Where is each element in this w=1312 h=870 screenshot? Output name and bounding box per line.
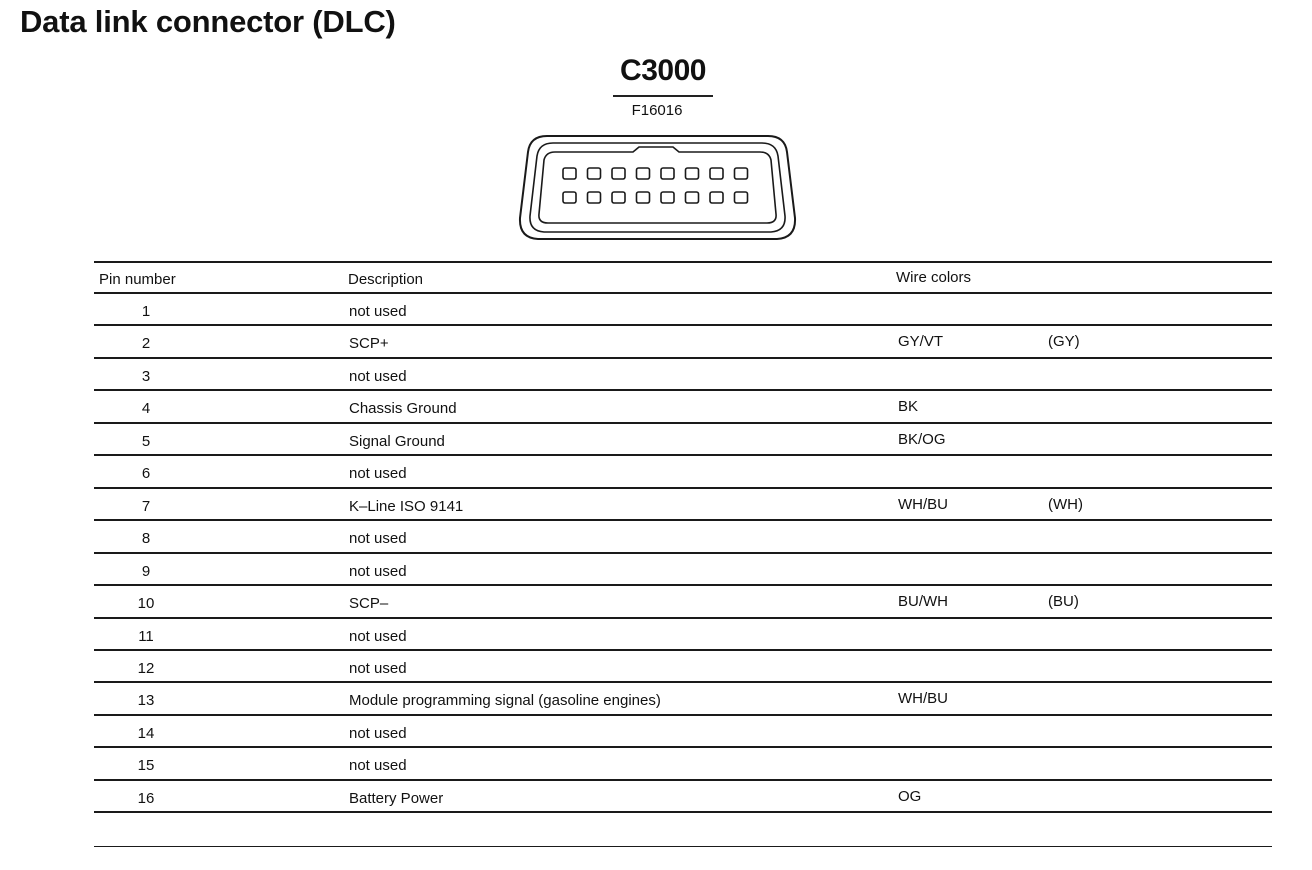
- header-wire-colors: Wire colors: [896, 269, 972, 286]
- pin-number-cell: 9: [141, 562, 151, 580]
- description-cell: SCP–: [349, 595, 389, 613]
- pin-number-cell: 5: [141, 432, 151, 450]
- row-divider: [94, 617, 1272, 619]
- connector-pin-socket: [588, 168, 601, 179]
- row-divider: [94, 487, 1272, 489]
- row-divider: [94, 357, 1272, 359]
- pin-number-cell: 10: [137, 595, 155, 613]
- description-cell: not used: [349, 757, 407, 775]
- connector-inner-shell: [530, 143, 785, 232]
- description-cell: not used: [349, 562, 407, 580]
- table-top-rule: [94, 261, 1272, 263]
- description-cell: Signal Ground: [349, 432, 445, 450]
- connector-pin-socket: [661, 192, 674, 203]
- connector-pin-socket: [686, 192, 699, 203]
- table-trailing-rule: [94, 846, 1272, 847]
- description-cell: not used: [349, 367, 407, 385]
- connector-pin-socket: [710, 192, 723, 203]
- header-pin-number: Pin number: [99, 271, 176, 288]
- alt-wire-color-cell: (GY): [1048, 333, 1080, 351]
- wire-color-cell: WH/BU: [898, 690, 948, 708]
- connector-id-underline: [613, 95, 713, 97]
- header-bottom-rule: [94, 292, 1272, 294]
- description-cell: Module programming signal (gasoline engines): [349, 692, 661, 710]
- page-title: Data link connector (DLC): [20, 4, 396, 39]
- description-cell: not used: [349, 465, 407, 483]
- wire-color-cell: BK/OG: [898, 430, 946, 448]
- row-divider: [94, 811, 1272, 813]
- description-cell: not used: [349, 659, 407, 677]
- pin-number-cell: 11: [138, 627, 154, 645]
- row-divider: [94, 519, 1272, 521]
- wire-color-cell: WH/BU: [898, 495, 948, 513]
- connector-pin-socket: [612, 168, 625, 179]
- description-cell: not used: [349, 724, 407, 742]
- row-divider: [94, 649, 1272, 651]
- connector-pin-socket: [686, 168, 699, 179]
- pin-number-cell: 3: [141, 367, 151, 385]
- row-divider: [94, 714, 1272, 716]
- connector-pin-socket: [637, 192, 650, 203]
- wire-color-cell: BK: [898, 398, 919, 416]
- connector-pin-socket: [735, 192, 748, 203]
- pin-number-cell: 14: [137, 724, 155, 742]
- row-divider: [94, 389, 1272, 391]
- alt-wire-color-cell: (BU): [1048, 593, 1079, 611]
- pin-number-cell: 1: [141, 303, 151, 320]
- connector-face: [539, 147, 776, 223]
- connector-pin-socket: [563, 168, 576, 179]
- row-divider: [94, 779, 1272, 781]
- row-divider: [94, 324, 1272, 326]
- connector-id: C3000: [620, 54, 706, 87]
- pin-number-cell: 15: [137, 757, 155, 775]
- description-cell: SCP+: [349, 335, 389, 353]
- connector-pin-socket: [661, 168, 674, 179]
- pin-number-cell: 16: [137, 789, 155, 807]
- dlc-connector-diagram: [515, 130, 800, 245]
- description-cell: Chassis Ground: [349, 400, 457, 418]
- description-cell: Battery Power: [349, 789, 444, 807]
- pin-row-top: [563, 168, 748, 179]
- pin-row-bottom: [563, 192, 748, 203]
- description-cell: not used: [349, 627, 407, 645]
- wire-color-cell: BU/WH: [898, 593, 948, 611]
- connector-pin-socket: [612, 192, 625, 203]
- connector-pin-socket: [588, 192, 601, 203]
- pin-number-cell: 4: [141, 400, 151, 418]
- header-description: Description: [348, 271, 424, 288]
- connector-part-number: F16016: [631, 102, 683, 119]
- description-cell: not used: [349, 303, 407, 320]
- pin-number-cell: 12: [137, 659, 155, 677]
- row-divider: [94, 746, 1272, 748]
- alt-wire-color-cell: (WH): [1048, 495, 1083, 513]
- description-cell: K–Line ISO 9141: [349, 497, 464, 515]
- connector-pin-socket: [710, 168, 723, 179]
- pin-number-cell: 13: [137, 692, 155, 710]
- pin-number-cell: 6: [141, 465, 151, 483]
- wire-color-cell: GY/VT: [898, 333, 944, 351]
- description-cell: not used: [349, 530, 407, 548]
- pin-number-cell: 2: [141, 335, 151, 353]
- row-divider: [94, 454, 1272, 456]
- row-divider: [94, 584, 1272, 586]
- row-divider: [94, 552, 1272, 554]
- wire-color-cell: OG: [898, 787, 922, 805]
- pin-number-cell: 7: [141, 497, 151, 515]
- pin-number-cell: 8: [141, 530, 151, 548]
- row-divider: [94, 422, 1272, 424]
- connector-pin-socket: [735, 168, 748, 179]
- connector-pin-socket: [563, 192, 576, 203]
- connector-pin-socket: [637, 168, 650, 179]
- row-divider: [94, 681, 1272, 683]
